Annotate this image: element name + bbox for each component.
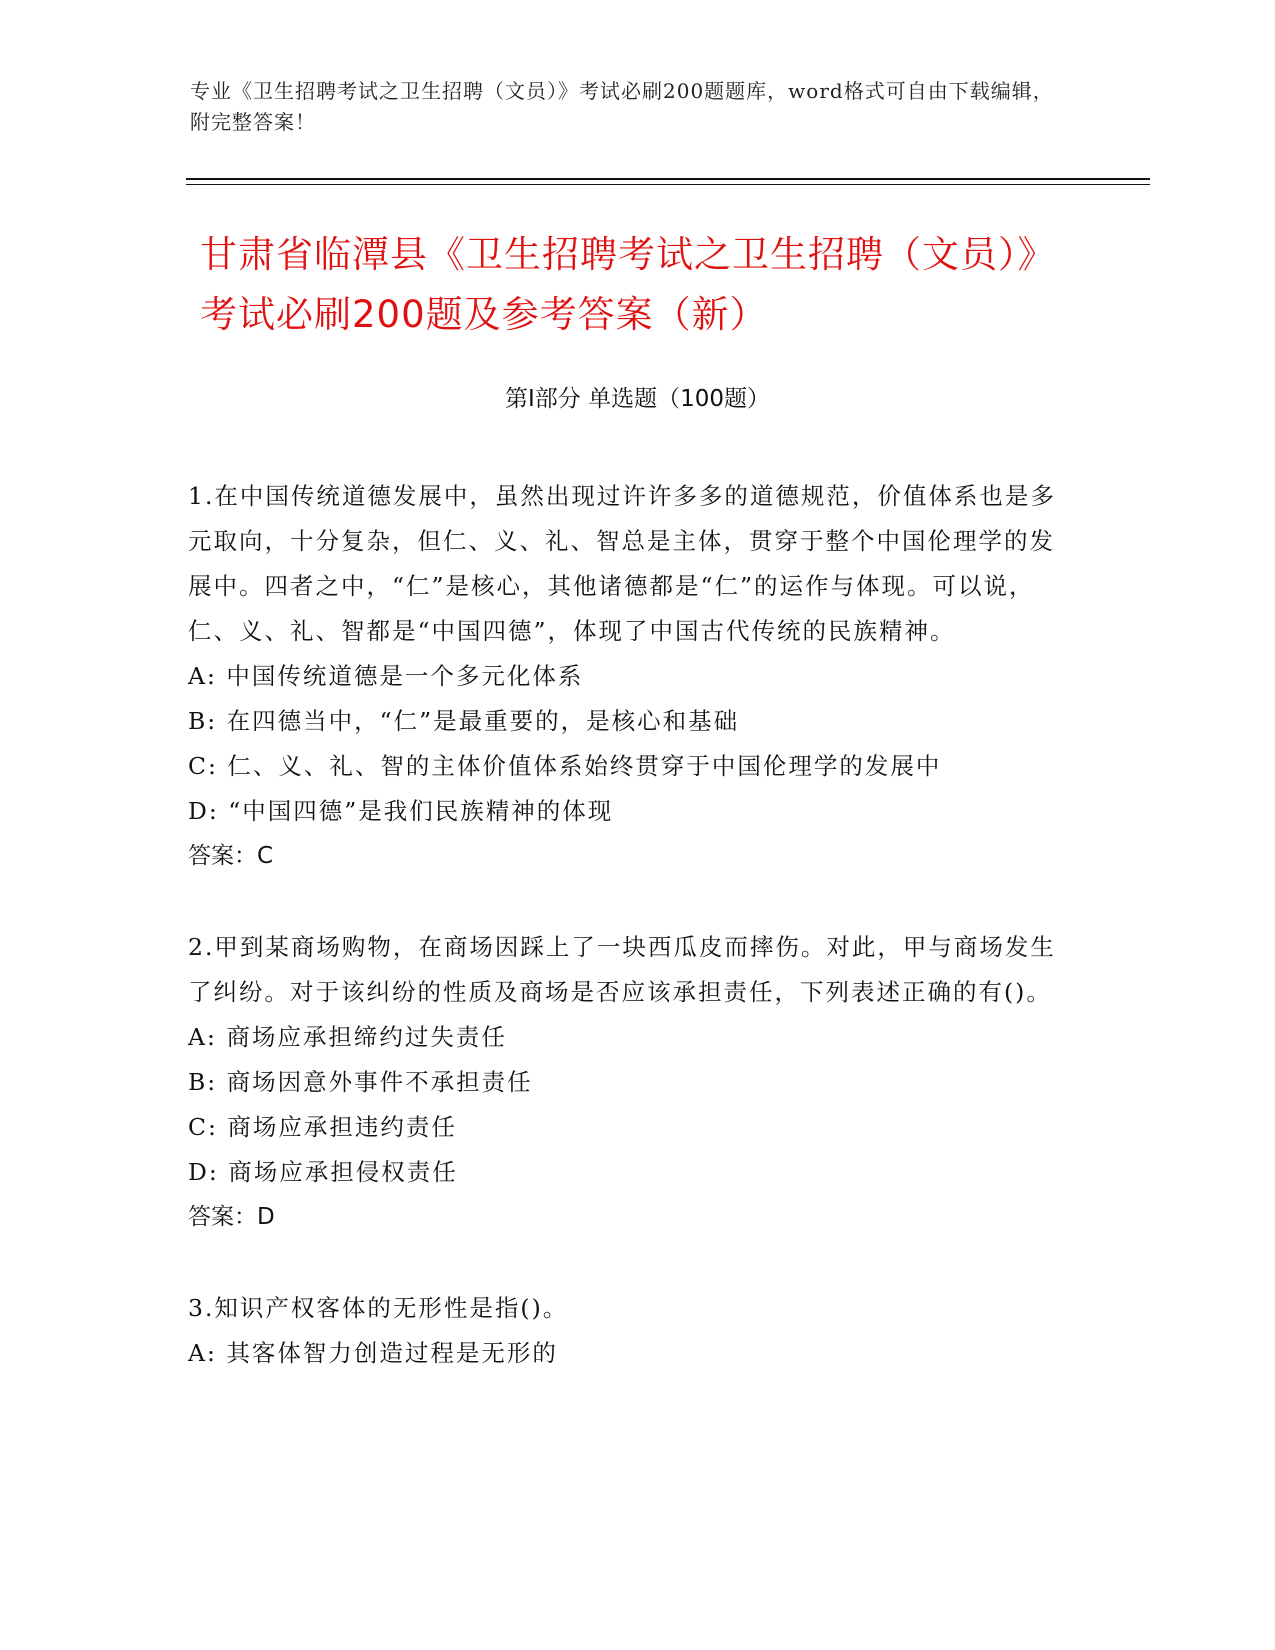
question-3: [188, 1286, 1068, 1376]
option-c: C: 商场应承担违约责任: [188, 1113, 457, 1141]
option-a: A: 其客体智力创造过程是无形的: [188, 1339, 558, 1367]
option-a: A: 商场应承担缔约过失责任: [188, 1023, 507, 1051]
option-a: A: 中国传统道德是一个多元化体系: [188, 662, 584, 690]
document-title: 甘肃省临潭县《卫生招聘考试之卫生招聘（文员）》考试必刷200题及参考答案（新）: [200, 233, 1056, 336]
answer-line: 答案：C: [188, 843, 274, 869]
option-d: D: “中国四德”是我们民族精神的体现: [188, 797, 614, 825]
question-stem: 3.知识产权客体的无形性是指()。: [188, 1294, 569, 1322]
answer-line: 答案：D: [188, 1204, 275, 1230]
section-heading: 第Ⅰ部分 单选题（100题）: [505, 386, 770, 412]
question-stem: 2.甲到某商场购物，在商场因踩上了一块西瓜皮而摔伤。对此，甲与商场发生了纠纷。对于该纠纷的性质及商场是否应该承担责任，下列表述正确的有()。: [188, 933, 1056, 1006]
option-c: C: 仁、义、礼、智的主体价值体系始终贯穿于中国伦理学的发展中: [188, 752, 942, 780]
option-b: B: 在四德当中，“仁”是最重要的，是核心和基础: [188, 707, 740, 735]
option-b: B: 商场因意外事件不承担责任: [188, 1068, 533, 1096]
header-rule-thick: [186, 178, 1150, 180]
question-2: [188, 925, 1068, 1240]
option-d: D: 商场应承担侵权责任: [188, 1158, 458, 1186]
header-rule-thin: [186, 184, 1150, 185]
header-note: 专业《卫生招聘考试之卫生招聘（文员）》考试必刷200题题库，word格式可自由下载编辑，附完整答案！: [190, 79, 1054, 134]
question-list: [188, 474, 1068, 1422]
question-1: [188, 474, 1068, 879]
question-stem: 1.在中国传统道德发展中，虽然出现过许许多多的道德规范，价值体系也是多元取向，十分复杂，但仁、义、礼、智总是主体，贯穿于整个中国伦理学的发展中。四者之中，“仁”是核心，其他诸德都是“仁”的运作与体现。可以说，仁、义、礼、智都是“中国四德”，体现了中国古代传统的民族精神。: [188, 482, 1056, 645]
